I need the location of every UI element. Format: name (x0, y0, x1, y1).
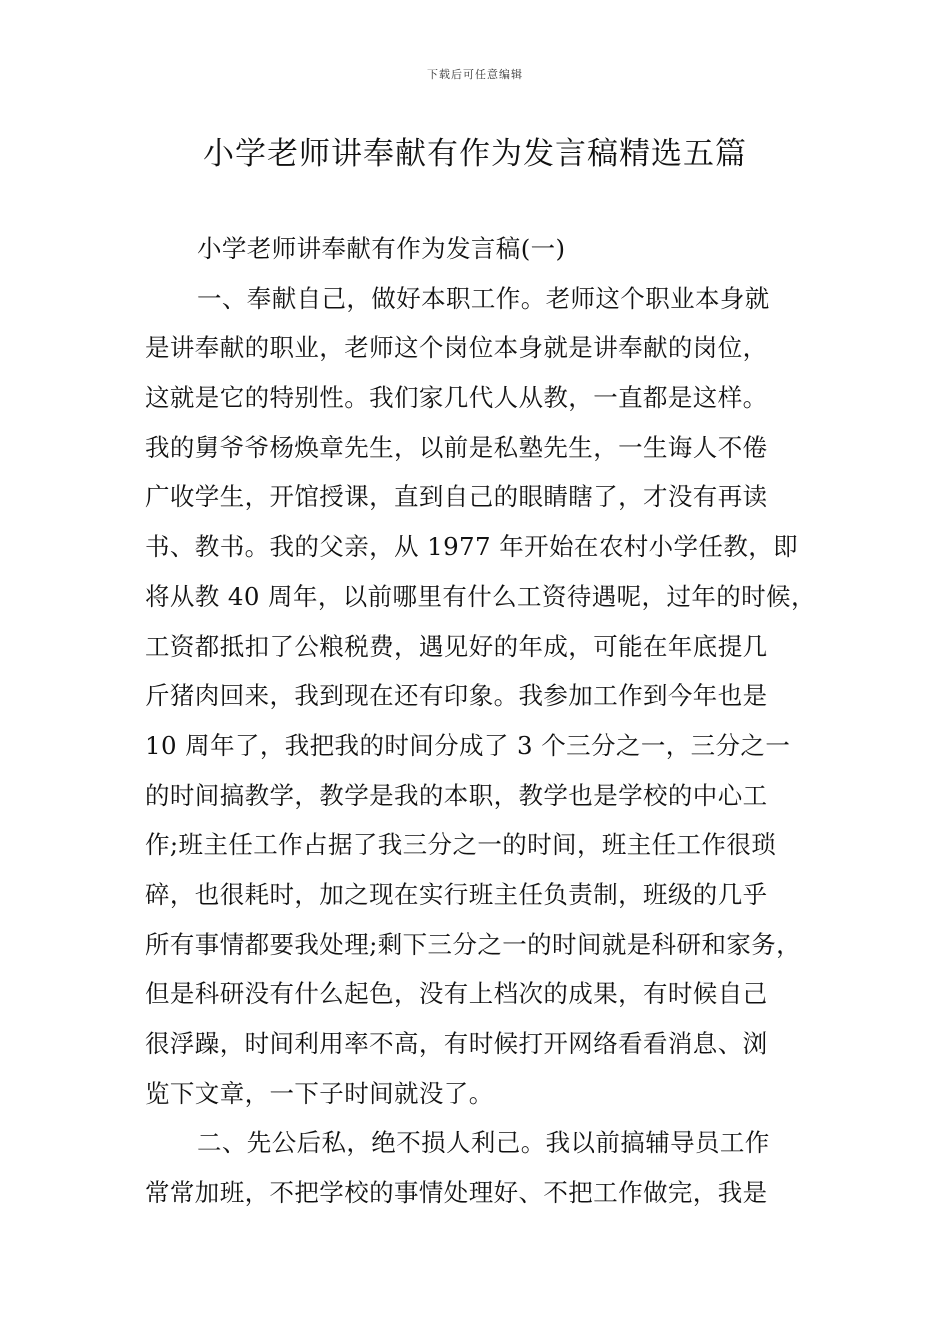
paragraph-line: 的时间搞教学，教学是我的本职，教学也是学校的中心工 (145, 780, 768, 810)
paragraph-line: 很浮躁，时间利用率不高，有时候打开网络看看消息、浏 (145, 1029, 768, 1058)
section-subtitle: 小学老师讲奉献有作为发言稿(一) (197, 234, 566, 263)
document-title: 小学老师讲奉献有作为发言稿精选五篇 (203, 136, 747, 172)
paragraph-line: 将从教 40 周年，以前哪里有什么工资待遇呢，过年的时候， (145, 581, 816, 611)
paragraph-line: 书、教书。我的父亲，从 1977 年开始在农村小学任教，即 (145, 532, 799, 562)
paragraph-line: 常常加班，不把学校的事情处理好、不把工作做完，我是 (145, 1178, 768, 1208)
paragraph-line: 工资都抵扣了公粮税费，遇见好的年成，可能在年底提几 (145, 631, 768, 661)
paragraph-line: 这就是它的特别性。我们家几代人从教，一直都是这样。 (145, 383, 768, 413)
paragraph-line: 所有事情都要我处理;剩下三分之一的时间就是科研和家务， (145, 929, 802, 959)
paragraph-line: 但是科研没有什么起色，没有上档次的成果，有时候自己 (145, 979, 768, 1009)
paragraph-line: 二、先公后私，绝不损人利己。我以前搞辅导员工作 (197, 1128, 770, 1158)
paragraph-line: 10 周年了，我把我的时间分成了 3 个三分之一，三分之一 (145, 730, 791, 760)
paragraph-line: 我的舅爷爷杨焕章先生，以前是私塾先生，一生诲人不倦 (145, 432, 768, 462)
paragraph-line: 碎，也很耗时，加之现在实行班主任负责制，班级的几乎 (145, 879, 768, 909)
header-note: 下载后可任意编辑 (427, 68, 523, 81)
paragraph-line: 斤猪肉回来，我到现在还有印象。我参加工作到今年也是 (145, 681, 768, 711)
paragraph-line: 广收学生，开馆授课，直到自己的眼睛瞎了，才没有再读 (145, 482, 768, 512)
paragraph-line: 览下文章，一下子时间就没了。 (145, 1078, 494, 1108)
paragraph-line: 是讲奉献的职业，老师这个岗位本身就是讲奉献的岗位， (145, 333, 768, 363)
paragraph-line: 一、奉献自己，做好本职工作。老师这个职业本身就 (197, 283, 770, 313)
body-text (145, 224, 820, 1218)
paragraph-line: 作;班主任工作占据了我三分之一的时间，班主任工作很琐 (145, 830, 777, 860)
